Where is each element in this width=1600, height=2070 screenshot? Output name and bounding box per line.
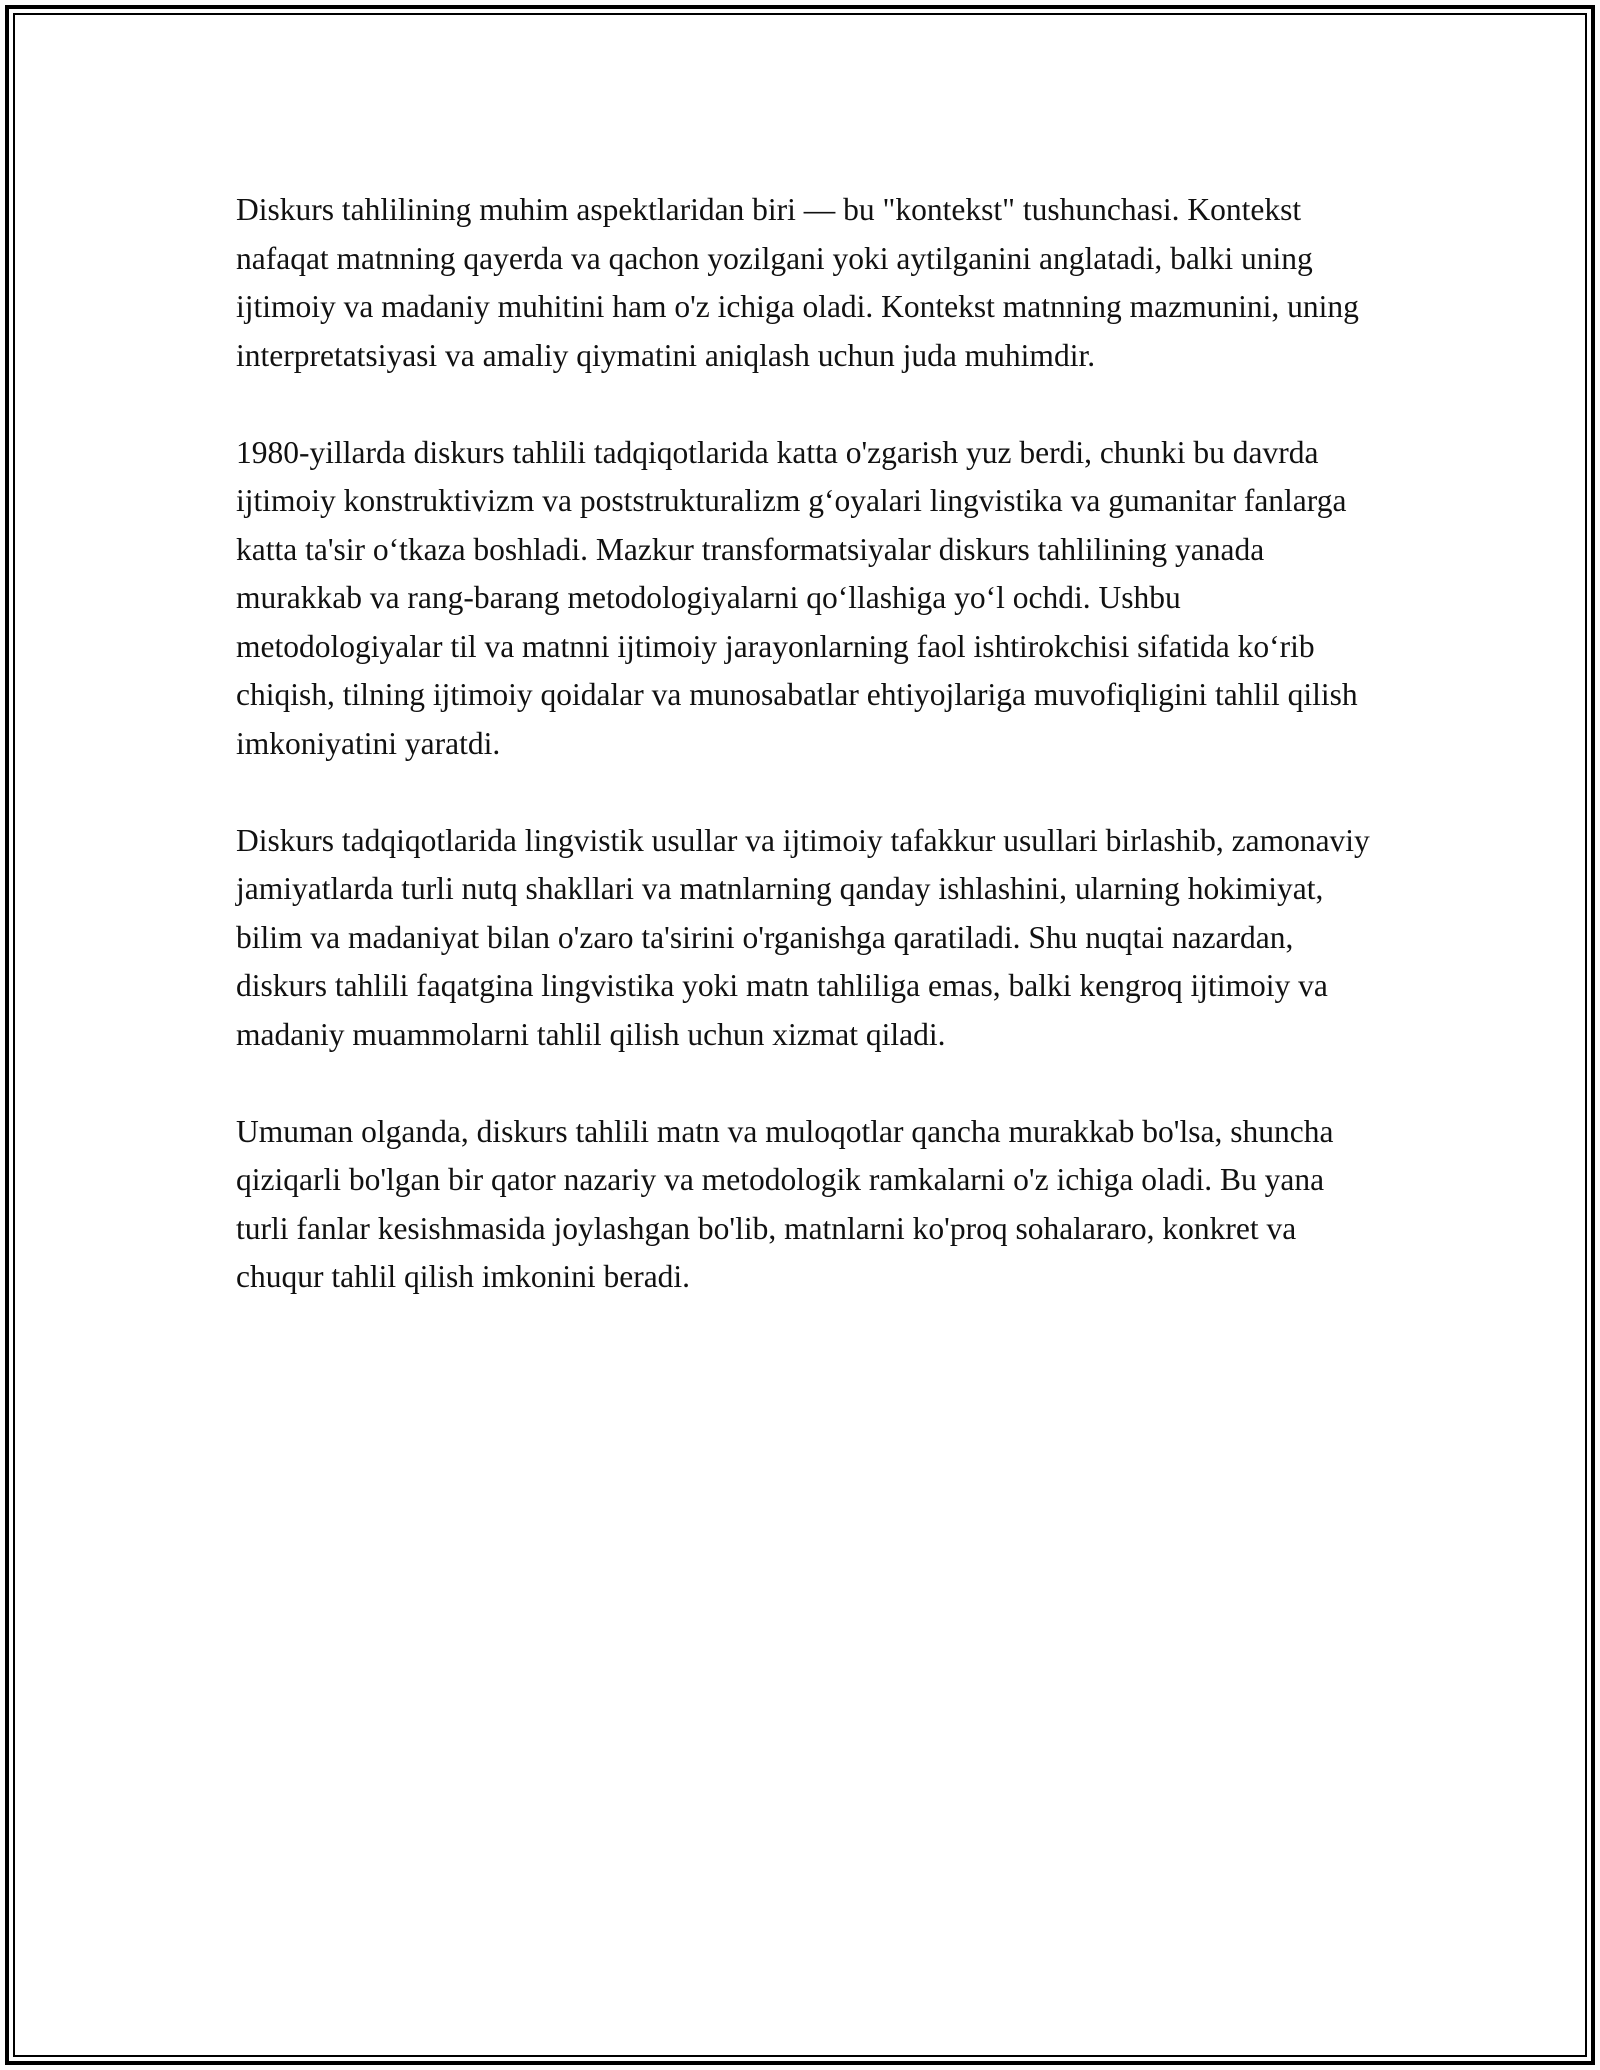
paragraph-conclusion: Umuman olganda, diskurs tahlili matn va muloqotlar qancha murakkab bo'lsa, shuncha qiziqarli bo'lgan bir qator nazariy va metodologik ramkalarni o'z ichiga oladi. Bu yana turli fanlar kesishmasida joylashgan bo'lib, matnlarni ko'proq sohalararo, konkret va chuqur tahlil qilish imkonini beradi. xyxy=(236,1113,1334,1294)
paragraph-methods: Diskurs tadqiqotlarida lingvistik usullar va ijtimoiy tafakkur usullari birlashib, zamonaviy jamiyatlarda turli nutq shakllari va matnlarning qanday ishlashini, ularning hokimiyat, bilim va madaniyat bilan o'zaro ta'sirini o'rganishga qaratiladi. Shu nuqtai nazardan, diskurs tahlili faqatgina lingvistika yoki matn tahliliga emas, balki kengroq ijtimoiy va madaniy muammolarni tahlil qilish uchun xizmat qiladi. xyxy=(236,822,1370,1052)
paragraph-context: Diskurs tahlilining muhim aspektlaridan biri — bu "kontekst" tushunchasi. Kontekst nafaqat matnning qayerda va qachon yozilgani yoki aytilganini anglatadi, balki uning ijtimoiy va madaniy muhitini ham o'z ichiga oladi. Kontekst matnning mazmunini, uning interpretatsiyasi va amaliy qiymatini aniqlash uchun juda muhimdir. xyxy=(236,192,1359,373)
paragraph-1980s-shift: 1980-yillarda diskurs tahlili tadqiqotlarida katta o'zgarish yuz berdi, chunki bu davrda ijtimoiy konstruktivizm va poststrukturalizm g‘oyalari lingvistika va gumanitar fanlarga katta ta'sir o‘tkaza boshladi. Mazkur transformatsiyalar diskurs tahlilining yanada murakkab va rang-barang metodologiyalarni qo‘llashiga yo‘l ochdi. Ushbu metodologiyalar til va matnni ijtimoiy jarayonlarning faol ishtirokchisi sifatida ko‘rib chiqish, tilning ijtimoiy qoidalar va munosabatlar ehtiyojlariga muvofiqligini tahlil qilish imkoniyatini yaratdi. xyxy=(236,434,1358,761)
document-body xyxy=(236,186,1376,1350)
